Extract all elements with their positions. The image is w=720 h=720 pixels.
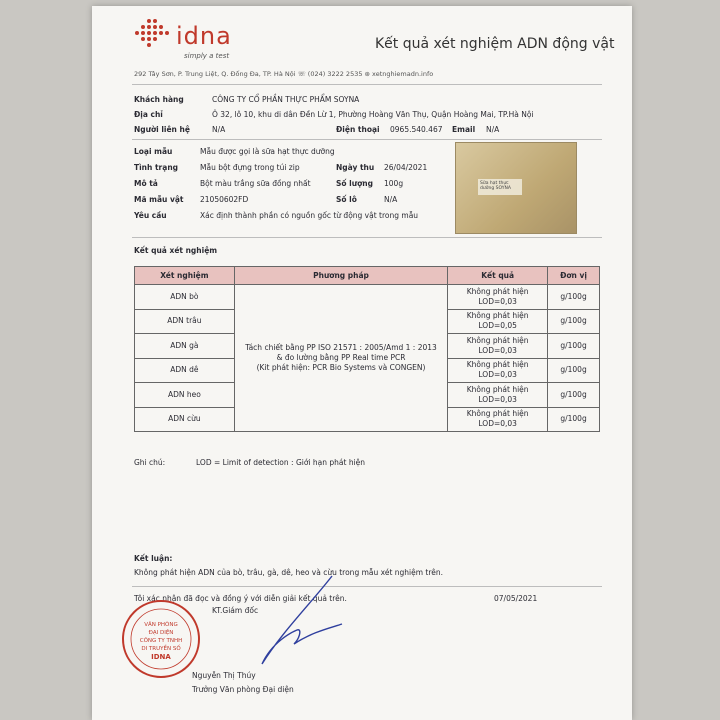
result-cell	[448, 383, 548, 408]
lod-text: LOD=0,03	[478, 370, 517, 380]
email-value: N/A	[486, 125, 500, 134]
lod-text: LOD=0,03	[478, 394, 517, 404]
bag-label: Sữa hạt thực dưỡng SOYNA	[478, 179, 522, 195]
lod-text: LOD=0,05	[478, 321, 517, 331]
document-title: Kết quả xét nghiệm ADN động vật	[375, 36, 615, 52]
request-label: Yêu cầu	[134, 211, 167, 220]
sample-code: 21050602FD	[200, 195, 249, 204]
sample-state-label: Tình trạng	[134, 163, 179, 172]
signer-name: Nguyễn Thị Thúy	[192, 671, 256, 680]
table-header-row	[135, 267, 600, 285]
lod-text: LOD=0,03	[478, 345, 517, 355]
collect-date: 26/04/2021	[384, 163, 428, 172]
for-director: KT.Giám đốc	[212, 606, 259, 615]
company-address: 292 Tây Sơn, P. Trung Liệt, Q. Đống Đa, TP. Hà Nội ☏ (024) 3222 2535 ⊛ xetnghiemadn.info	[134, 70, 434, 78]
contact-value: N/A	[212, 125, 226, 134]
idna-logo-icon	[135, 18, 173, 48]
sample-state: Mẫu bột đựng trong túi zip	[200, 163, 300, 172]
signature-icon	[242, 572, 392, 672]
method-line: Tách chiết bằng PP ISO 21571 : 2005/Amd 1 : 2013	[245, 343, 437, 352]
unit-cell: g/100g	[548, 334, 600, 359]
test-name: ADN trâu	[135, 309, 235, 334]
address-label: Địa chỉ	[134, 110, 163, 119]
lot-label: Số lô	[336, 195, 357, 204]
col-header-method: Phương pháp	[234, 267, 447, 285]
lod-text: LOD=0,03	[478, 296, 517, 306]
lot-value: N/A	[384, 195, 398, 204]
sample-desc-label: Mô tả	[134, 179, 158, 188]
test-name: ADN cừu	[135, 407, 235, 432]
customer-label: Khách hàng	[134, 95, 184, 104]
svg-text:VĂN PHÒNG: VĂN PHÒNG	[144, 622, 178, 628]
report-date: 07/05/2021	[494, 594, 538, 603]
result-text: Không phát hiện	[466, 360, 529, 370]
col-header-unit: Đơn vị	[548, 267, 600, 285]
sample-desc: Bột màu trắng sữa đồng nhất	[200, 179, 311, 188]
result-cell	[448, 285, 548, 310]
conclusion-label: Kết luận:	[134, 554, 173, 563]
email-label: Email	[452, 125, 476, 134]
customer-address: Ô 32, lô 10, khu di dân Đền Lừ 1, Phường Hoàng Văn Thụ, Quận Hoàng Mai, TP.Hà Nội	[212, 110, 534, 119]
result-cell	[448, 407, 548, 432]
svg-text:DI TRUYỀN SỐ: DI TRUYỀN SỐ	[141, 646, 181, 652]
signer-title: Trưởng Văn phòng Đại diện	[192, 685, 294, 694]
result-cell	[448, 358, 548, 383]
col-header-test: Xét nghiệm	[135, 267, 235, 285]
col-header-result: Kết quả	[448, 267, 548, 285]
quantity: 100g	[384, 179, 404, 188]
quantity-label: Số lượng	[336, 179, 373, 188]
lod-text: LOD=0,03	[478, 419, 517, 429]
results-title: Kết quả xét nghiệm	[134, 246, 218, 255]
method-line: & đo lường bằng PP Real time PCR	[276, 353, 406, 362]
result-cell	[448, 334, 548, 359]
report-page	[92, 6, 632, 720]
request-text: Xác định thành phần có nguồn gốc từ động vật trong mẫu	[200, 211, 419, 220]
unit-cell: g/100g	[548, 309, 600, 334]
svg-text:IDNA: IDNA	[151, 653, 171, 661]
sample-photo	[455, 142, 577, 234]
result-text: Không phát hiện	[466, 286, 529, 296]
divider	[132, 139, 602, 140]
note-text: LOD = Limit of detection : Giới hạn phát hiện	[196, 458, 366, 467]
phone-label: Điện thoại	[336, 125, 380, 134]
result-text: Không phát hiện	[466, 311, 529, 321]
brand-name: idna	[176, 22, 232, 50]
test-name: ADN heo	[135, 383, 235, 408]
phone-value: 0965.540.467	[390, 125, 443, 134]
result-cell	[448, 309, 548, 334]
test-name: ADN dê	[135, 358, 235, 383]
result-text: Không phát hiện	[466, 384, 529, 394]
collect-date-label: Ngày thu	[336, 163, 375, 172]
note-label: Ghi chú:	[134, 458, 166, 467]
unit-cell: g/100g	[548, 407, 600, 432]
test-name: ADN bò	[135, 285, 235, 310]
test-name: ADN gà	[135, 334, 235, 359]
unit-cell: g/100g	[548, 358, 600, 383]
svg-text:ĐẠI DIỆN: ĐẠI DIỆN	[148, 630, 174, 636]
divider	[132, 84, 602, 85]
results-table	[134, 266, 600, 432]
company-stamp-icon	[120, 598, 202, 680]
sample-code-label: Mã mẫu vật	[134, 195, 184, 204]
table-row	[135, 285, 600, 310]
sample-type: Mẫu được gọi là sữa hạt thực dưỡng	[200, 147, 335, 156]
brand-tagline: simply a test	[184, 52, 230, 60]
confirmation-text: Tôi xác nhận đã đọc và đồng ý với diễn giải kết quả trên.	[134, 594, 347, 603]
result-text: Không phát hiện	[466, 335, 529, 345]
method-cell	[234, 285, 447, 432]
method-line: (Kit phát hiện: PCR Bio Systems và CONGEN)	[256, 363, 426, 372]
unit-cell: g/100g	[548, 383, 600, 408]
contact-label: Người liên hệ	[134, 125, 190, 134]
sample-type-label: Loại mẫu	[134, 147, 173, 156]
conclusion-text: Không phát hiện ADN của bò, trâu, gà, dê, heo và cừu trong mẫu xét nghiệm trên.	[134, 568, 444, 577]
divider	[132, 237, 602, 238]
result-text: Không phát hiện	[466, 409, 529, 419]
customer-name: CÔNG TY CỔ PHẦN THỰC PHẨM SOYNA	[212, 95, 360, 104]
svg-text:CÔNG TY TNHH: CÔNG TY TNHH	[139, 638, 183, 644]
unit-cell: g/100g	[548, 285, 600, 310]
